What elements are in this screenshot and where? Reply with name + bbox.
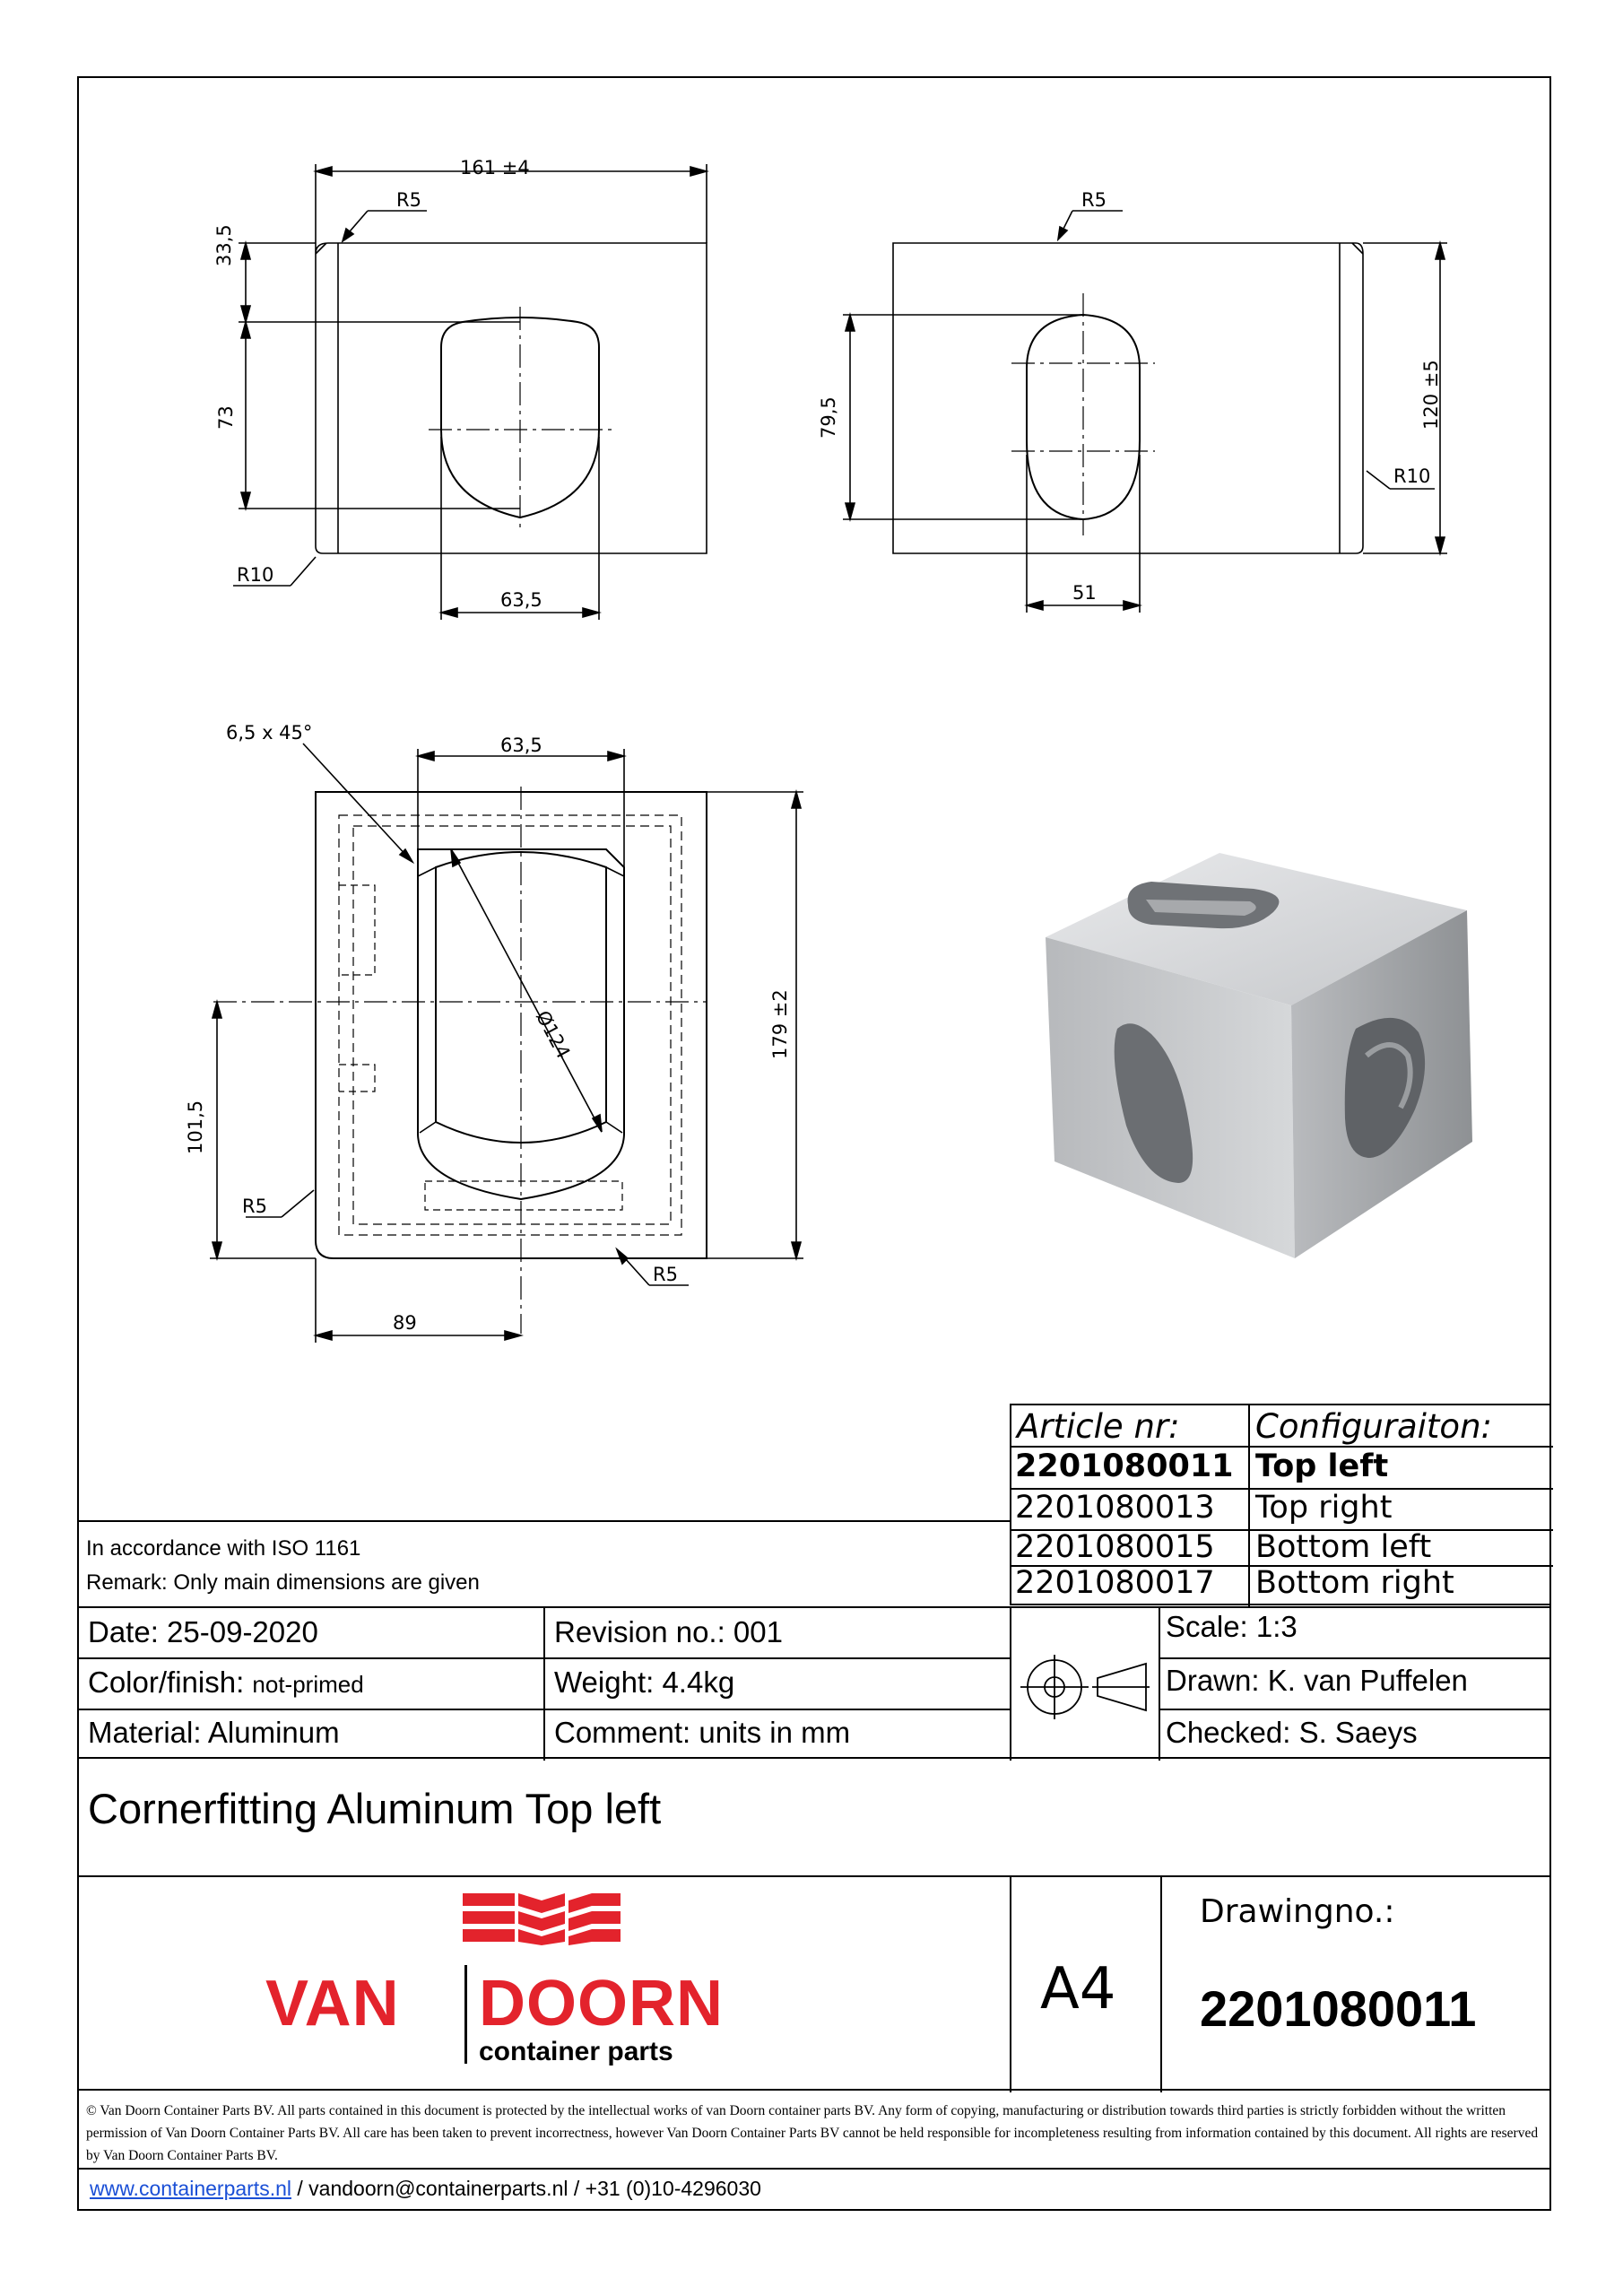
- article-config-1: Top right: [1255, 1490, 1393, 1526]
- article-config-0: Top left: [1255, 1448, 1389, 1484]
- article-nr-1: 2201080013: [1015, 1490, 1215, 1526]
- projection-symbol-icon: [1017, 1651, 1151, 1723]
- color-field: Color/finish: not-primed: [88, 1665, 364, 1699]
- copyright-text: © Van Doorn Container Parts BV. All parts contained in this document is protected by the intellectual works of van Doorn container parts BV. Any form of copying, manufacturing or distribution towards third parties is strictly forbidden without the written permission of Van Doorn Container Parts BV. All care has been taken to prevent incorrectness, however Van Doorn Container Parts BV cannot be held responsible for incompleteness resulting from information contained by this document. All rights are reserved by Van Doorn Container Parts BV.: [86, 2103, 1539, 2163]
- notes-box: [79, 1520, 1011, 1606]
- dim-side-r10: R10: [1393, 465, 1431, 487]
- drawingno-value: 2201080011: [1200, 1980, 1477, 2037]
- article-nr-2: 2201080015: [1015, 1529, 1215, 1565]
- drawn-field: Drawn: K. van Puffelen: [1166, 1664, 1468, 1697]
- dim-top-offset-h: 89: [393, 1312, 417, 1334]
- dim-side-slot-h: 79,5: [818, 396, 839, 439]
- article-nr-0: 2201080011: [1015, 1448, 1234, 1484]
- top-view: [210, 744, 803, 1343]
- contact-text: / vandoorn@containerparts.nl / +31 (0)10-4296030: [291, 2177, 761, 2200]
- logo-tagline: container parts: [479, 2037, 673, 2066]
- side-view: [843, 211, 1447, 613]
- dim-side-r5: R5: [1081, 189, 1107, 211]
- dim-top-depth: 179 ±2: [769, 989, 791, 1059]
- dim-side-slot-w: 51: [1072, 582, 1097, 604]
- note-iso: In accordance with ISO 1161: [86, 1536, 361, 1561]
- comment-field: Comment: units in mm: [554, 1716, 851, 1749]
- dim-top-offset-v: 101,5: [185, 1100, 206, 1154]
- article-table: [1010, 1404, 1551, 1605]
- title-block: [79, 1606, 1549, 1759]
- logo-brand-right: DOORN: [479, 1968, 724, 2039]
- drawing-sheet: [77, 76, 1551, 2211]
- dim-top-slot: 63,5: [500, 735, 542, 756]
- van-doorn-emblem-icon: [463, 1892, 624, 1947]
- dim-top-diameter: Ø124: [531, 1007, 575, 1063]
- weight-field: Weight: 4.4kg: [554, 1665, 735, 1699]
- isometric-render: [1046, 853, 1472, 1258]
- logo-row: [79, 1875, 1549, 2091]
- checked-field: Checked: S. Saeys: [1166, 1716, 1418, 1749]
- dim-top-chamfer: 6,5 x 45°: [226, 722, 313, 744]
- dim-front-slot: 63,5: [500, 589, 542, 611]
- drawingno-label: Drawingno.:: [1200, 1893, 1395, 1930]
- website-link[interactable]: www.containerparts.nl: [90, 2177, 291, 2200]
- config-header: Configuraiton:: [1255, 1407, 1492, 1446]
- article-config-3: Bottom right: [1255, 1565, 1454, 1601]
- scale-field: Scale: 1:3: [1166, 1610, 1298, 1643]
- dim-front-h1: 33,5: [213, 224, 235, 266]
- article-config-2: Bottom left: [1255, 1529, 1432, 1565]
- drawing-title: Cornerfitting Aluminum Top left: [88, 1785, 662, 1832]
- dim-front-r5: R5: [396, 189, 421, 211]
- dim-front-r10: R10: [237, 564, 274, 586]
- dim-top-r5-left: R5: [242, 1196, 267, 1217]
- note-remark: Remark: Only main dimensions are given: [86, 1570, 480, 1595]
- material-field: Material: Aluminum: [88, 1716, 340, 1749]
- dim-front-width: 161 ±4: [460, 157, 530, 178]
- paper-size: A4: [1040, 1956, 1116, 2022]
- revision-field: Revision no.: 001: [554, 1615, 783, 1648]
- date-field: Date: 25-09-2020: [88, 1615, 318, 1648]
- article-nr-3: 2201080017: [1015, 1565, 1215, 1601]
- front-view: [233, 164, 707, 620]
- article-header: Article nr:: [1017, 1407, 1180, 1446]
- footer: [79, 2168, 1549, 2211]
- dim-top-r5-bottom: R5: [653, 1264, 678, 1285]
- logo-brand-left: VAN: [265, 1968, 400, 2039]
- dim-side-height: 120 ±5: [1420, 360, 1442, 430]
- dim-front-h2: 73: [215, 405, 237, 430]
